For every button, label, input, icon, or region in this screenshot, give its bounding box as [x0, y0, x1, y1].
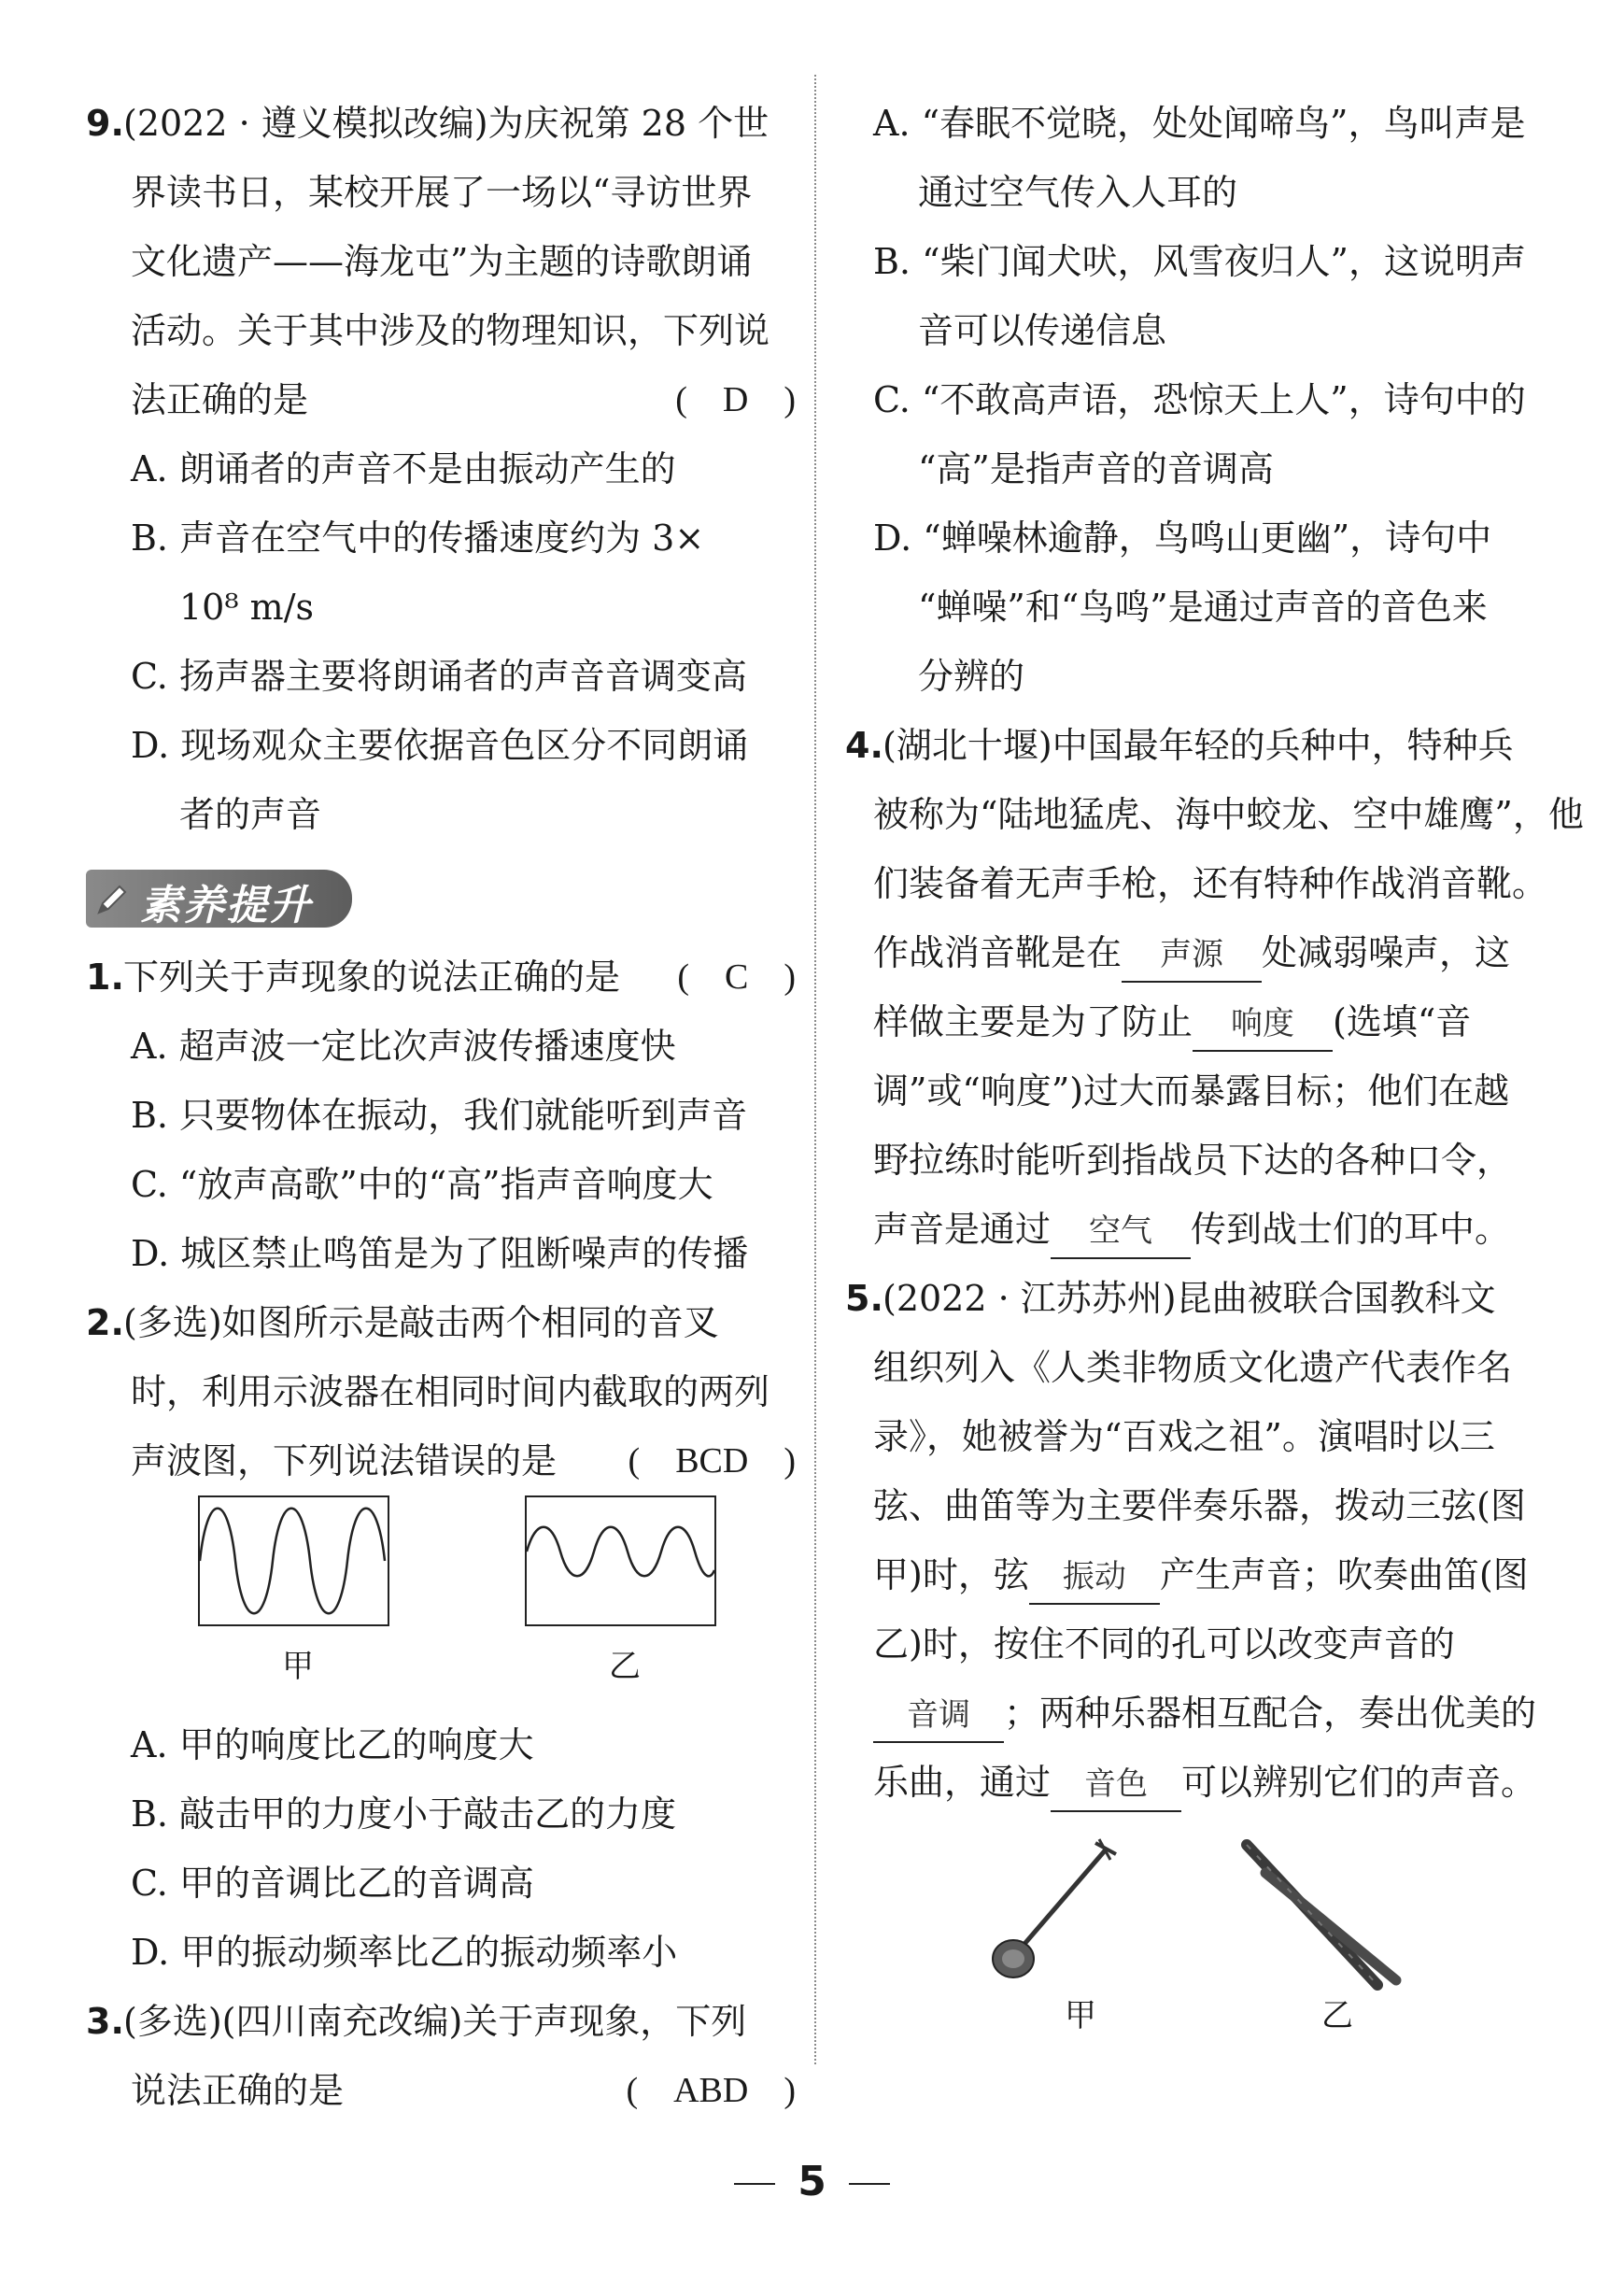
- q3-text: (多选)(四川南充改编)关于声现象，下列: [123, 2001, 747, 2042]
- q4-text: 处减弱噪声，这: [1262, 932, 1511, 973]
- page-number: 5: [798, 2158, 826, 2205]
- q2-answer: ( BCD ): [628, 1441, 796, 1481]
- q4-line-1: [845, 711, 1546, 780]
- q9-line-3: 文化遗产——海龙屯”为主题的诗歌朗诵: [131, 241, 753, 282]
- q4-text: 传到战士们的耳中。: [1191, 1209, 1511, 1250]
- q9-line-4: 活动。关于其中涉及的物理知识，下列说: [131, 310, 770, 351]
- q5-line-2: 组织列入《人类非物质文化遗产代表作名: [873, 1347, 1513, 1388]
- q1-stem: [86, 942, 796, 1012]
- figure-label-jia: 甲: [1065, 1997, 1096, 2034]
- q3-answer: ( ABD ): [626, 2071, 796, 2110]
- q4-line-8: [873, 1195, 1546, 1264]
- q1-option-d: D. 城区禁止鸣笛是为了阻断噪声的传播: [131, 1233, 749, 1274]
- column-divider: [814, 75, 816, 2064]
- q4-line-3: 们装备着无声手枪，还有特种作战消音靴。: [873, 863, 1548, 904]
- q5-text: 可以辨别它们的声音。: [1181, 1762, 1537, 1803]
- q9-option-d: D. 现场观众主要依据音色区分不同朗诵: [131, 725, 749, 766]
- q3-option-c: C. “不敢高声语，恐惊天上人”，诗句中的: [873, 379, 1526, 420]
- left-column: [86, 89, 796, 2125]
- pencil-icon: [93, 881, 131, 918]
- q9-option-b-cont: 10⁸ m/s: [179, 587, 315, 628]
- q3-text: 说法正确的是: [131, 2070, 345, 2111]
- q4-text: 作战消音靴是在: [873, 932, 1123, 973]
- q5-line-7: [873, 1679, 1546, 1748]
- q1-option-b: B. 只要物体在振动，我们就能听到声音: [131, 1095, 748, 1136]
- q2-line-1: [86, 1288, 796, 1357]
- q9-line-5: [86, 365, 796, 434]
- q3-option-d: D. “蝉噪林逾静，鸟鸣山更幽”，诗句中: [873, 517, 1492, 559]
- q5-blank-1: 振动: [1029, 1551, 1160, 1605]
- q3-line-2: [86, 2056, 796, 2125]
- right-column: [845, 89, 1584, 2034]
- footer-dash-left: [734, 2183, 775, 2185]
- q9-number: 9.: [86, 103, 124, 144]
- section-title: 素养提升: [140, 882, 312, 929]
- q9-option-c: C. 扬声器主要将朗诵者的声音音调变高: [131, 656, 747, 697]
- q3-option-b-cont: 音可以传递信息: [918, 310, 1167, 351]
- qudi-illustration: [1237, 1835, 1415, 1994]
- waveform-jia: [198, 1495, 389, 1626]
- figure-label-yi: 乙: [1321, 1997, 1353, 2034]
- q1-answer: ( C ): [677, 957, 796, 997]
- q4-blank-3: 空气: [1051, 1205, 1191, 1259]
- q2-option-c: C. 甲的音调比乙的音调高: [131, 1863, 534, 1904]
- q9-line-1: [86, 89, 796, 158]
- q9-option-d-cont: 者的声音: [179, 794, 322, 835]
- q2-number: 2.: [86, 1302, 124, 1343]
- q5-text: 甲)时，弦: [873, 1554, 1029, 1595]
- q5-text: 乐曲，通过: [873, 1762, 1052, 1803]
- q3-option-b: B. “柴门闻犬吠，风雪夜归人”，这说明声: [873, 241, 1526, 282]
- q4-line-5: [873, 987, 1546, 1056]
- q2-line-3: [86, 1426, 796, 1495]
- q5-blank-2: 音调: [873, 1689, 1004, 1743]
- q2-line-2: 时，利用示波器在相同时间内截取的两列: [131, 1371, 770, 1412]
- q2-option-a: A. 甲的响度比乙的响度大: [131, 1724, 534, 1765]
- q5-text: ；两种乐器相互配合，奏出优美的: [1004, 1693, 1537, 1734]
- q2-option-b: B. 敲击甲的力度小于敲击乙的力度: [131, 1793, 677, 1835]
- q5-blank-3: 音色: [1051, 1758, 1181, 1812]
- q4-text: (湖北十堰)中国最年轻的兵种中，特种兵: [883, 725, 1514, 766]
- q5-line-4: 弦、曲笛等为主要伴奏乐器，拨动三弦(图: [873, 1485, 1526, 1526]
- q4-blank-1: 声源: [1122, 928, 1262, 983]
- q9-option-a: A. 朗诵者的声音不是由振动产生的: [131, 448, 676, 489]
- q4-number: 4.: [845, 725, 883, 766]
- q1-text: 下列关于声现象的说法正确的是: [123, 957, 621, 998]
- waveform-figure: [86, 1495, 796, 1710]
- q1-option-a: A. 超声波一定比次声波传播速度快: [131, 1026, 676, 1067]
- q9-option-b: B. 声音在空气中的传播速度约为 3×: [131, 517, 705, 559]
- waveform-yi: [525, 1495, 716, 1626]
- q5-line-6: 乙)时，按住不同的孔可以改变声音的: [873, 1623, 1455, 1665]
- q4-line-2: 被称为“陆地猛虎、海中蛟龙、空中雄鹰”，他: [873, 794, 1584, 835]
- q2-option-d: D. 甲的振动频率比乙的振动频率小: [131, 1932, 678, 1973]
- q3-number: 3.: [86, 2001, 124, 2042]
- q9-answer: ( D ): [675, 380, 796, 419]
- q1-number: 1.: [86, 957, 124, 998]
- q5-line-5: [873, 1540, 1546, 1609]
- q5-number: 5.: [845, 1278, 883, 1319]
- sanxian-illustration: [985, 1835, 1125, 1985]
- q2-text: (多选)如图所示是敲击两个相同的音叉: [123, 1302, 719, 1343]
- q3-option-a: A. “春眠不觉晓，处处闻啼鸟”，鸟叫声是: [873, 103, 1526, 144]
- q5-line-8: [873, 1748, 1546, 1817]
- q4-line-7: 野拉练时能听到指战员下达的各种口令，: [873, 1140, 1513, 1181]
- q3-option-a-cont: 通过空气传入人耳的: [918, 172, 1238, 213]
- q4-line-4: [873, 918, 1546, 987]
- q4-line-6: 调”或“响度”)过大而暴露目标；他们在越: [873, 1070, 1510, 1112]
- instrument-figure: [873, 1817, 1546, 2032]
- q4-text: 样做主要是为了防止: [873, 1001, 1193, 1042]
- q5-line-1: [845, 1264, 1546, 1333]
- q4-blank-2: 响度: [1193, 998, 1333, 1052]
- q5-line-3: 录》，她被誉为“百戏之祖”。演唱时以三: [873, 1416, 1495, 1457]
- q3-option-d-cont-2: 分辨的: [918, 656, 1025, 697]
- q3-option-c-cont: “高”是指声音的音调高: [918, 448, 1274, 489]
- q4-text: 声音是通过: [873, 1209, 1052, 1250]
- figure-label-jia: 甲: [282, 1648, 314, 1685]
- q3-line-1: [86, 1987, 796, 2056]
- footer-dash-right: [849, 2183, 890, 2185]
- q9-text: (2022 · 遵义模拟改编)为庆祝第 28 个世: [123, 103, 770, 144]
- q1-option-c: C. “放声高歌”中的“高”指声音响度大: [131, 1164, 713, 1205]
- q5-text: (2022 · 江苏苏州)昆曲被联合国教科文: [883, 1278, 1496, 1319]
- q4-text: (选填“音: [1333, 1001, 1472, 1042]
- q5-text: 产生声音；吹奏曲笛(图: [1159, 1554, 1529, 1595]
- q3-option-d-cont-1: “蝉噪”和“鸟鸣”是通过声音的音色来: [918, 587, 1488, 628]
- q2-text: 声波图，下列说法错误的是: [131, 1440, 558, 1481]
- q9-text: 法正确的是: [131, 379, 309, 420]
- q9-line-2: 界读书日，某校开展了一场以“寻访世界: [131, 172, 753, 213]
- page-footer: [0, 2158, 1624, 2205]
- figure-label-yi: 乙: [609, 1648, 641, 1685]
- section-banner: [86, 858, 796, 937]
